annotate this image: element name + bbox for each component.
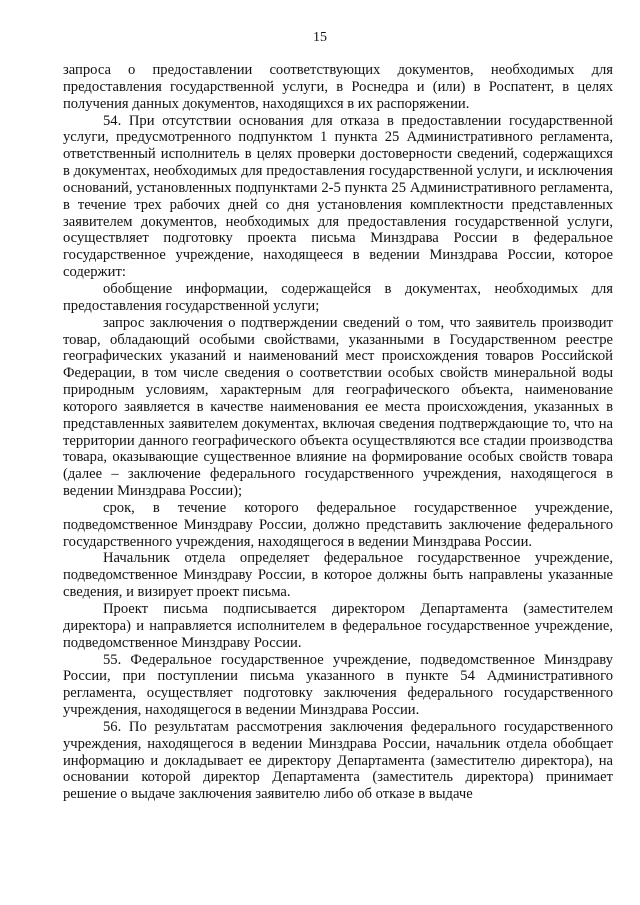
- paragraph-request: запрос заключения о подтверждении сведений о том, что заявитель производит товар, обладающий особыми свойствами, указанными в Государственном реестре географических указаний и наименований мест происхождения товаров Российской Федерации, в том числе сведения о соответствии особых свойств минеральной воды природным условиям, характерным для географического объекта, наименование которого заявляется в качестве наименования ее места происхождения, указанных в представленных заявителем документах, включая сведения подтверждающие то, что на территории данного географического объекта осуществляются все стадии производства товара, оказывающие существенное влияние на формирование особых свойств товара (далее – заключение федерального государственного учреждения, находящегося в ведении Минздрава России);: [63, 314, 613, 500]
- paragraph-deadline: срок, в течение которого федеральное государственное учреждение, подведомственное Минздраву России, должно представить заключение федерального государственного учреждения, находящегося в ведении Минздрава России.: [63, 499, 613, 550]
- paragraph-item-54: 54. При отсутствии основания для отказа в предоставлении государственной услуги, предусмотренного подпунктом 1 пункта 25 Административного регламента, ответственный исполнитель в целях проверки достоверности сведений, содержащихся в документах, необходимых для предоставления государственной услуги, и исключения оснований, установленных подпунктами 2-5 пункта 25 Административного регламента, в течение трех рабочих дней со дня установления комплектности представленных заявителем документов, необходимых для предоставления государственной услуги, осуществляет подготовку проекта письма Минздрава России в федеральное государственное учреждение, находящееся в ведении Минздрава России, которое содержит:: [63, 112, 613, 281]
- paragraph-head-of-department: Начальник отдела определяет федеральное государственное учреждение, подведомственное Минздраву России, в которое должны быть направлены указанные сведения, и визирует проект письма.: [63, 550, 613, 601]
- paragraph-item-56: 56. По результатам рассмотрения заключения федерального государственного учреждения, находящегося в ведении Минздрава России, начальник отдела обобщает информацию и докладывает ее директору Департамента (заместителю директора), на основании которой директор Департамента (заместитель директора) принимает решение о выдаче заключения заявителю либо об отказе в выдаче: [63, 718, 613, 803]
- paragraph-summary: обобщение информации, содержащейся в документах, необходимых для предоставления государственной услуги;: [63, 280, 613, 314]
- paragraph-letter-draft: Проект письма подписывается директором Департамента (заместителем директора) и направляется исполнителем в федеральное государственное учреждение, подведомственное Минздраву России.: [63, 601, 613, 651]
- paragraph-continuation: запроса о предоставлении соответствующих документов, необходимых для предоставления государственной услуги, в Роснедра и (или) в Роспатент, в целях получения данных документов, находящихся в их распоряжении.: [63, 62, 613, 112]
- document-body: [63, 62, 613, 803]
- paragraph-item-55: 55. Федеральное государственное учреждение, подведомственное Минздраву России, при поступлении письма указанного в пункте 54 Административного регламента, осуществляет подготовку заключения федерального государственного учреждения, находящегося в ведении Минздрава России.: [63, 651, 613, 719]
- page-number: 15: [313, 30, 327, 45]
